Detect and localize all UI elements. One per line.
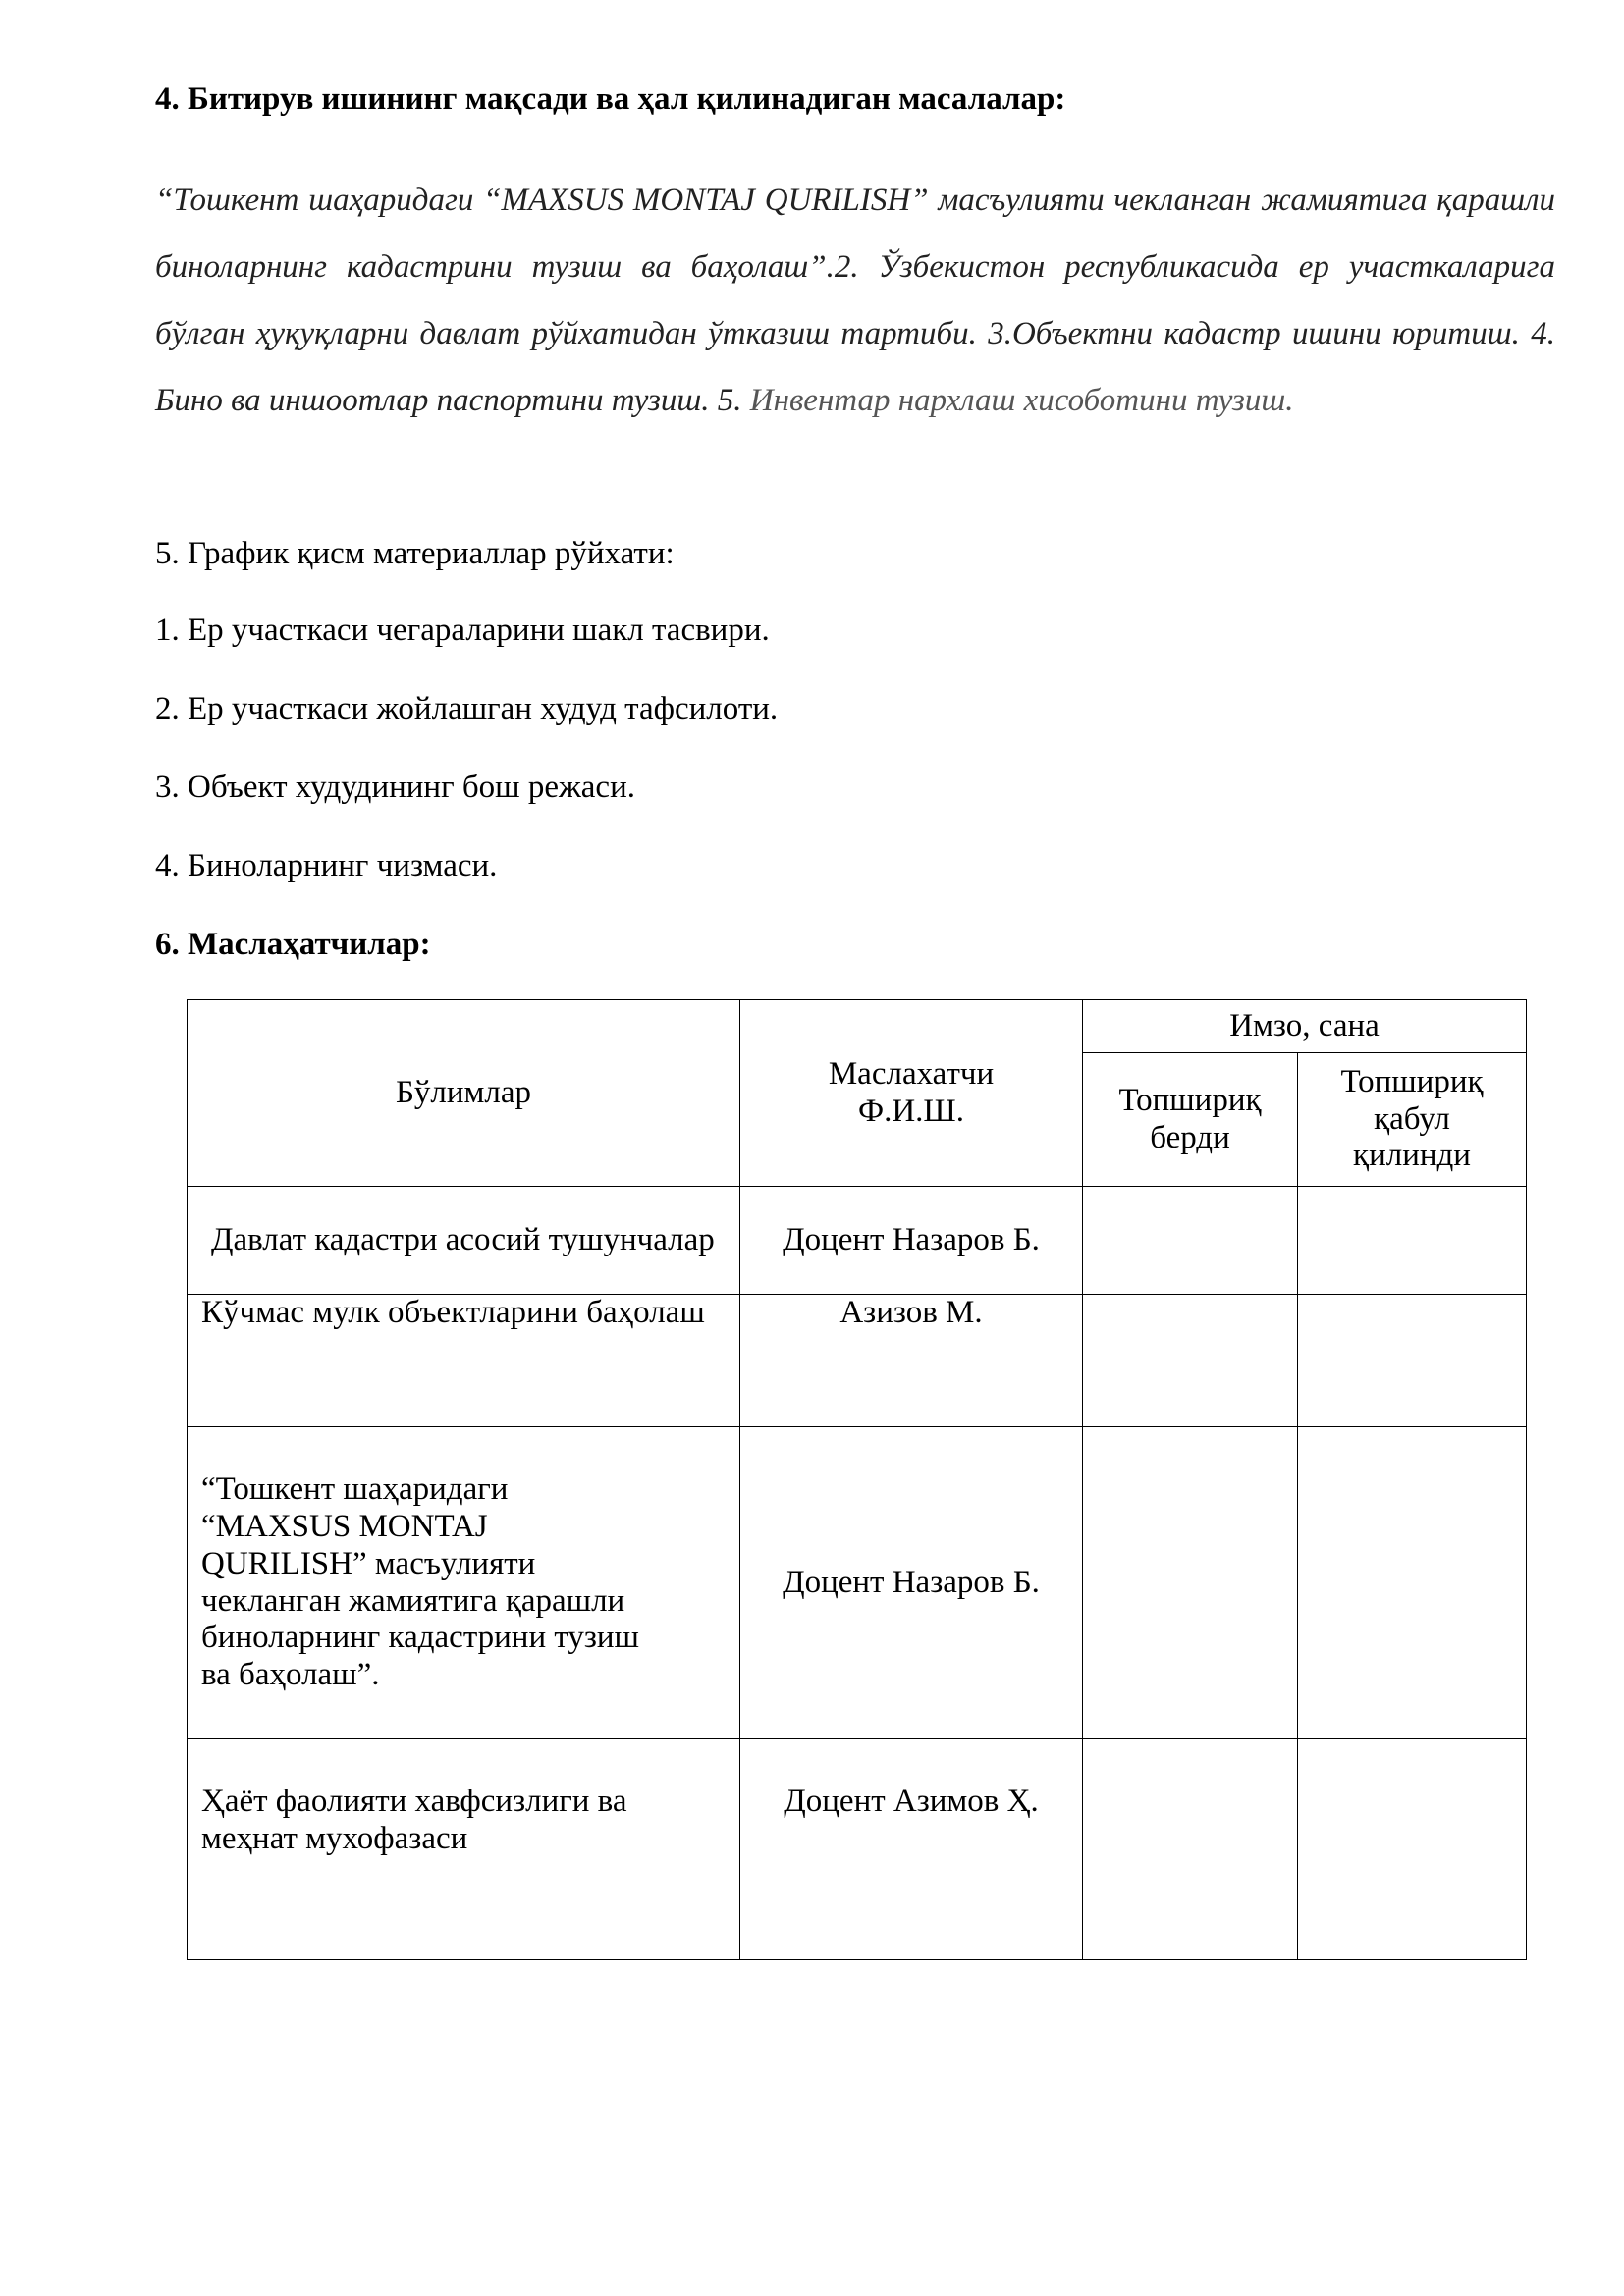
row-signature-accepted[interactable] bbox=[1298, 1187, 1527, 1295]
row-signature-accepted[interactable] bbox=[1298, 1427, 1527, 1739]
row-signature-accepted[interactable] bbox=[1298, 1295, 1527, 1427]
header-task-accepted-text: Топшириқ қабул қилинди bbox=[1340, 1063, 1484, 1174]
row-consultant: Доцент Назаров Б. bbox=[740, 1427, 1083, 1739]
graphic-list-item: 2. Ер участкаси жойлашган худуд тафсилоти. bbox=[155, 691, 779, 726]
header-task-given bbox=[1083, 1053, 1298, 1187]
row-section: “Тошкент шаҳаридаги “MAXSUS MONTAJ QURILISH” масъулияти чекланган жамиятига қарашли биноларнинг кадастрини тузиш ва баҳолаш”. bbox=[188, 1427, 740, 1739]
row-consultant: Доцент Азимов Ҳ. bbox=[740, 1739, 1083, 1960]
section-5-heading: 5. График қисм материаллар рўйхати: bbox=[155, 536, 675, 571]
goals-paragraph bbox=[155, 167, 1555, 434]
row-signature-accepted[interactable] bbox=[1298, 1739, 1527, 1960]
table-row bbox=[188, 1427, 1527, 1739]
table-row bbox=[188, 1187, 1527, 1295]
row-consultant: Азизов М. bbox=[740, 1295, 1083, 1427]
table-header-row bbox=[188, 1000, 1527, 1053]
section-4-heading: 4. Битирув ишининг мақсади ва ҳал қилинадиган масалалар: bbox=[155, 81, 1066, 117]
header-task-accepted bbox=[1298, 1053, 1527, 1187]
row-section: Кўчмас мулк объектларини баҳолаш bbox=[188, 1295, 740, 1427]
header-task-given-text: Топшириқ берди bbox=[1118, 1082, 1262, 1155]
graphic-list-item: 3. Объект худудининг бош режаси. bbox=[155, 770, 635, 805]
goals-paragraph-tail: Инвентар нархлаш хисоботини тузиш. bbox=[749, 383, 1294, 418]
row-consultant: Доцент Назаров Б. bbox=[740, 1187, 1083, 1295]
row-signature-given[interactable] bbox=[1083, 1739, 1298, 1960]
row-section: Ҳаёт фаолияти хавфсизлиги ва меҳнат мухофазаси bbox=[188, 1739, 740, 1960]
header-consultant-text: Маслахатчи Ф.И.Ш. bbox=[828, 1055, 995, 1129]
consultants-table bbox=[187, 999, 1527, 1960]
header-consultant bbox=[740, 1000, 1083, 1187]
row-signature-given[interactable] bbox=[1083, 1187, 1298, 1295]
goals-paragraph-main: “Тошкент шаҳаридаги “MAXSUS MONTAJ QURILISH” масъулияти чекланган жамиятига қарашли биноларнинг кадастрини тузиш ва баҳолаш”.2. Ўзбекистон республикасида ер участкаларига бўлган ҳуқуқларни давлат рўйхатидан ўтказиш тартиби. 3.Объектни кадастр ишини юритиш. 4. Бино ва иншоотлар паспортини тузиш. 5. bbox=[155, 183, 1555, 418]
header-sections: Бўлимлар bbox=[188, 1000, 740, 1187]
row-signature-given[interactable] bbox=[1083, 1427, 1298, 1739]
row-section: Давлат кадастри асосий тушунчалар bbox=[188, 1187, 740, 1295]
header-signature-date: Имзо, сана bbox=[1083, 1000, 1527, 1053]
graphic-list-item: 4. Биноларнинг чизмаси. bbox=[155, 848, 498, 883]
row-signature-given[interactable] bbox=[1083, 1295, 1298, 1427]
graphic-list-item: 1. Ер участкаси чегараларини шакл тасвири. bbox=[155, 613, 770, 648]
table-row bbox=[188, 1739, 1527, 1960]
table-row bbox=[188, 1295, 1527, 1427]
section-6-heading: 6. Маслаҳатчилар: bbox=[155, 927, 431, 962]
